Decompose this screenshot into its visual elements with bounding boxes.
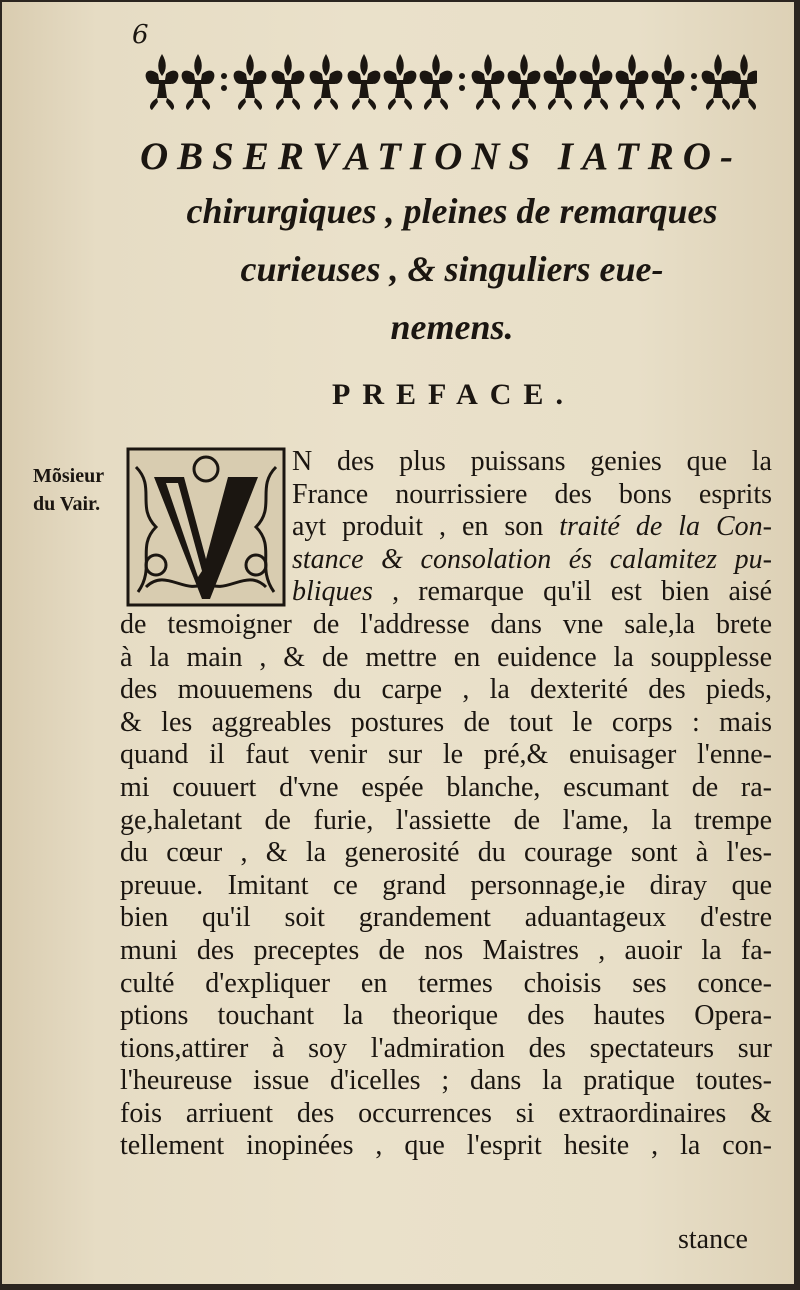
text-line: N des plus puissans genies que la: [292, 446, 772, 477]
text-line: du cœur , & la generosité du courage sont à l'es-: [120, 837, 772, 869]
preface-heading: PREFACE.: [332, 378, 575, 411]
text-run: ayt produit , en son: [292, 511, 544, 543]
text-line: mi couuert d'vne espée blanche, escumant de ra-: [120, 771, 772, 803]
page-number: 6: [132, 20, 149, 50]
text-line: ge,haletant de furie, l'assiette de l'ame, la trempe: [120, 804, 772, 836]
text-line: tions,attirer à soy l'admiration des spectateurs sur: [120, 1032, 772, 1064]
text-line: & les aggreables postures de tout le corps : mais: [120, 706, 772, 738]
text-line: à la main , & de mettre en euidence la soupplesse: [120, 641, 772, 673]
text-line: quand il faut venir sur le pré,& enuisager l'enne-: [120, 739, 772, 771]
margin-note-line-2: du Vair.: [33, 493, 101, 515]
text-line: ptions touchant la theorique des hautes Opera-: [120, 1000, 772, 1032]
fleuron-ornament-band: [142, 48, 757, 112]
text-run-italic: bliques: [292, 576, 373, 608]
text-line: bien qu'il soit grandement aduantageux d'estre: [120, 902, 772, 934]
text-line: des mouuemens du carpe , la dexterité des pieds,: [120, 674, 772, 706]
text-line: stance & consolation és calamitez pu-: [292, 543, 772, 575]
margin-note-line-1: Mõsieur: [33, 465, 105, 487]
text-line: tellement inopinées , que l'esprit hesite , la con-: [120, 1130, 772, 1162]
chapter-title: [132, 134, 772, 353]
book-page: [2, 2, 794, 1284]
text-line: l'heureuse issue d'icelles ; dans la pratique toutes-: [120, 1065, 772, 1097]
text-line: [120, 576, 772, 609]
title-line-2: chirurgiques , pleines de remarques: [186, 191, 718, 231]
title-line-1: OBSERVATIONS IATRO-: [140, 135, 742, 178]
text-run-italic: traité de la Con-: [559, 511, 772, 543]
body-text: [120, 446, 772, 1163]
text-line: de tesmoigner de l'addresse dans vne sale,la brete: [120, 608, 772, 640]
margin-note: [33, 462, 104, 518]
text-line: France nourrissiere des bons esprits: [292, 478, 772, 510]
title-line-3: curieuses , & singuliers eue-: [240, 249, 664, 289]
text-line: preuue. Imitant ce grand personnage,ie diray que: [120, 869, 772, 901]
text-line: muni des preceptes de nos Maistres , auoir la fa-: [120, 934, 772, 966]
text-run: , remarque qu'il est bien aisé: [392, 576, 773, 608]
text-line: culté d'expliquer en termes choisis ses conce-: [120, 967, 772, 999]
text-line: [120, 511, 772, 544]
text-line: fois arriuent des occurrences si extraordinaires &: [120, 1097, 772, 1129]
title-line-4: nemens.: [390, 307, 514, 347]
catchword: stance: [678, 1224, 748, 1255]
